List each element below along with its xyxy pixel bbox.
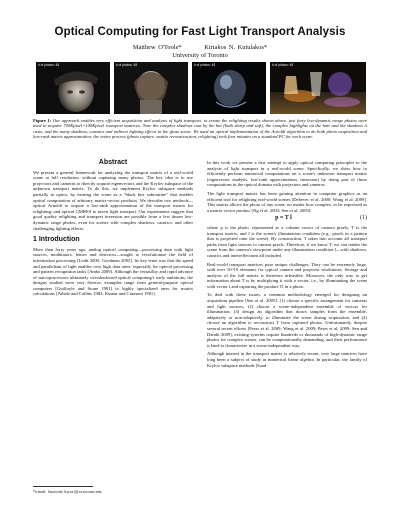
panel-photo-count: # of photos: 48 bbox=[116, 63, 138, 67]
figure-panel-sculpture bbox=[192, 62, 266, 114]
paragraph-4: Real-world transport matrices pose unique challenges. They can be extremely large, with over 10^10 elements for typical camera and projector resolutions. Storage and analysis of the full matrix is therefore infeasible. Moreover, the only way to get information about T is by multiplying it with a vector, i.e., by illuminating the scene with vector l and capturing the product Tl in a photo. bbox=[207, 261, 367, 289]
abstract-text: We present a general framework for analyzing the transport matrix of a real-world scene at full resolution, without capturing many photos. The key idea is to use projectors and cameras to directly acquire eigenvectors and the Krylov subspace of the unknown transport matrix. To do this, we implement Krylov subspace methods partially in optics, by treating the scene as a "black box subroutine" that enables optical computation of arbitrary matrix-vector products. We describe two methods—optical Arnoldi to acquire a low-rank approximation of the transport matrix for relighting; and optical GMRES to invert light transport. Our experiments suggest that good quality relighting and transport inversion are possible from a few dozen low-dynamic range photos, even for scenes with complex shadows, caustics, and other challenging lighting effects. bbox=[33, 169, 193, 231]
paragraph-3: where p is the photo, represented as a column vector of camera pixels, T is the transport matrix, and l is the scene's illumination condition (e.g., pixels in a pattern that is projected onto the scene). By construction, T takes into account all transport paths from light sources to camera pixels. Therefore, if we know T, we can render the scene from the camera's viewpoint under any illumination condition l—with shadows, caustics and interreflections all included. bbox=[207, 224, 367, 258]
equation-number: (1) bbox=[360, 215, 367, 222]
author-list bbox=[0, 44, 400, 51]
paper-title: Optical Computing for Fast Light Transport Analysis bbox=[54, 26, 346, 38]
figure-caption bbox=[33, 118, 367, 140]
footnote-rule bbox=[33, 486, 93, 487]
paragraph-6: Although interest in the transport matrix is relatively recent, very large matrices have long been a subject of study in numerical linear algebra. In particular, the family of Krylov subspace methods [Saad bbox=[207, 351, 367, 368]
right-column bbox=[207, 160, 367, 371]
sculpture-scene-image bbox=[192, 62, 266, 114]
affiliation: University of Toronto bbox=[172, 52, 228, 59]
panel-photo-count: # of photos: 48 bbox=[38, 63, 60, 67]
paragraph-2: The light transport matrix has been gaining attention in computer graphics as an efficient tool for relighting real-world scenes [Debevec et al. 2000; Wang et al. 2009]. This matrix allows the photo of any scene, no matter how complex, to be expressed as a matrix-vector product [Ng et al. 2003; Sen et al. 2005]: bbox=[207, 190, 367, 213]
equation-1 bbox=[207, 216, 367, 222]
introduction-text: More than forty years ago, analog optical computing—processing data with light sources, modulators, lenses and detectors—sought to revolutionize the field of information processing [Leith 2000; Goodman 2005]. Its key tenet was that the speed and parallelism of light enables very high data rates, especially for optical processing and pattern recognition tasks [Ambs 2009]. Although the versatility and rapid advance of microprocessors ultimately overshadowed optical computing's early ambitions, the designs studied were very diverse; examples range from general-purpose optical computers [Guilfoyle and Stone 1991] to highly specialized ones for matrix calculations [Athale and Collins 1982; Kumar and Casasent 1981]. bbox=[33, 246, 193, 297]
teaser-figure bbox=[36, 62, 366, 114]
footnote: *e-mail: {motoole, kyros}@cs.toronto.edu bbox=[33, 489, 102, 494]
equation-expression: p = T l bbox=[275, 215, 292, 222]
paragraph-1: In this work we present a first attempt to apply optical computing principles to the analysis of light transport in a real-world scene. Specifically, we show how to efficiently perform numerical computations on a scene's unknown transport matrix (eigenvector analysis, low-rank approximation, inversion) by doing part of those computations in the optical domain with projectors and cameras. bbox=[207, 160, 367, 188]
figure-panel-face bbox=[36, 62, 110, 114]
panel-photo-count: # of photos: 48 bbox=[272, 63, 294, 67]
author-1: Matthew O'Toole* bbox=[132, 44, 182, 51]
figurine-scene-image bbox=[114, 62, 188, 114]
paragraph-5: To deal with these issues, a common methodology emerged for designing an acquisition pipeline [Sen et al. 2005]: (1) choose a specific arrangement for cameras and light sources; (2) choose a scene-independent ensemble of vectors for illumination; (3) design an algorithm that draws samples from the ensemble, adaptively or non-adaptively, to illuminate the scene during acquisition, and (4) choose an algorithm to reconstruct T from captured photos. Unfortunately, despite several recent efforts [Peers et al. 2009; Wang et al. 2009; Peers et al. 2009; Sen and Darabi 2009], existing systems require hundreds or thousands of high-dynamic range photos for complex scenes, can be computationally demanding, and their performance is hard to characterize in a scene-independent way. bbox=[207, 292, 367, 348]
figure-panel-glass bbox=[270, 62, 366, 114]
glass-scene-image bbox=[270, 62, 366, 114]
face-scene-image bbox=[36, 62, 110, 114]
left-column bbox=[33, 160, 193, 300]
author-2: Kiriakos N. Kutulakos* bbox=[204, 44, 268, 51]
panel-photo-count: # of photos: 48 bbox=[194, 63, 216, 67]
introduction-heading: 1 Introduction bbox=[33, 236, 80, 244]
caption-label: Figure 1: bbox=[33, 118, 52, 123]
abstract-heading: Abstract bbox=[98, 159, 128, 166]
caption-text: Our approach enables very efficient acquisition and analysis of light transport: to create the relighting results shown above, just forty low-dynamic range photos were used to acquire 700Kpixel×100Kpixel transport matrices. Note the complex shadows cast by the hat (both sharp and soft), the complex highlights on the hair and the shadows it casts, and the many shadows, caustics and indirect lighting effects in the glass scene. We used an optical implementation of the Arnoldi algorithm to do both photo acquisition and low-rank matrix approximation; the entire process (photo capture, matrix reconstruction, relighting) took four minutes on a standard PC for each scene. bbox=[33, 118, 368, 140]
figure-panel-figurine bbox=[114, 62, 188, 114]
